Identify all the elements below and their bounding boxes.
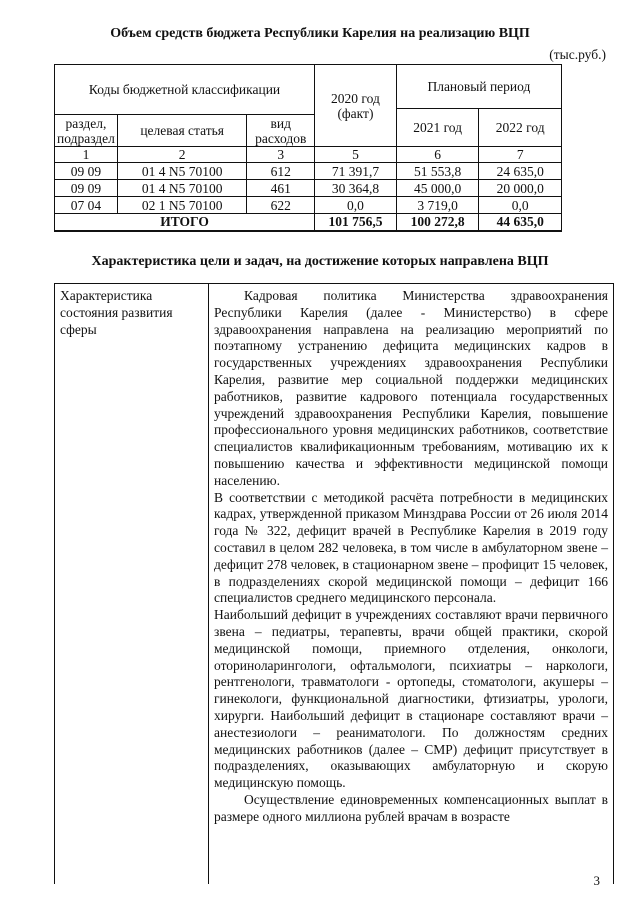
header-fact: 2020 год (факт) bbox=[315, 65, 397, 147]
column-numbers-row bbox=[55, 147, 562, 163]
col-number: 6 bbox=[396, 147, 479, 163]
goals-paragraph: Наибольший дефицит в учреждениях составляют врачи первичного звена – педиатры, терапевты, врачи общей практики, скорой медицинской помощи, приемного отделения, онкологи, оториноларингологи, офтальмологи, психиатры – наркологи, рентгенологи, травматологи - ортопеды, стоматологи, акушеры – гинекологи, функциональной диагностики, фтизиатры, урологи, хирурги. Наибольший дефицит в стационаре составляют врачи – анестезиологи – реаниматологи. По должностям средних медицинских работников (далее – СМР) дефицит присутствует в подразделениях, оказывающих амбулаторную и скорую медицинскую помощь. bbox=[214, 607, 608, 791]
table-row bbox=[55, 180, 562, 197]
goals-title: Характеристика цели и задач, на достижение которых направлена ВЦП bbox=[91, 254, 549, 269]
cell-2022: 0,0 bbox=[479, 197, 562, 214]
cell-section: 09 09 bbox=[55, 180, 118, 197]
header-codes: Коды бюджетной классификации bbox=[55, 65, 315, 115]
total-2021: 100 272,8 bbox=[396, 214, 479, 231]
header-2022: 2022 год bbox=[479, 109, 562, 147]
cell-2021: 51 553,8 bbox=[396, 163, 479, 180]
header-type: вид расходов bbox=[247, 115, 315, 147]
total-2022: 44 635,0 bbox=[479, 214, 562, 231]
cell-2020: 71 391,7 bbox=[315, 163, 397, 180]
budget-title: Объем средств бюджета Республики Карелия на реализацию ВЦП bbox=[110, 26, 530, 41]
cell-target: 02 1 N5 70100 bbox=[117, 197, 247, 214]
cell-type: 622 bbox=[247, 197, 315, 214]
cell-2022: 24 635,0 bbox=[479, 163, 562, 180]
cell-target: 01 4 N5 70100 bbox=[117, 180, 247, 197]
cell-section: 09 09 bbox=[55, 163, 118, 180]
col-number: 3 bbox=[247, 147, 315, 163]
goals-label: Характеристика состояния развития сферы bbox=[60, 288, 173, 337]
cell-target: 01 4 N5 70100 bbox=[117, 163, 247, 180]
col-number: 2 bbox=[117, 147, 247, 163]
cell-section: 07 04 bbox=[55, 197, 118, 214]
goals-table bbox=[54, 283, 614, 884]
table-row bbox=[55, 197, 562, 214]
cell-2020: 30 364,8 bbox=[315, 180, 397, 197]
cell-type: 461 bbox=[247, 180, 315, 197]
units-label: (тыс.руб.) bbox=[549, 47, 606, 62]
table-row bbox=[55, 163, 562, 180]
cell-2021: 45 000,0 bbox=[396, 180, 479, 197]
total-row bbox=[55, 214, 562, 231]
goals-text bbox=[214, 288, 608, 826]
cell-type: 612 bbox=[247, 163, 315, 180]
header-section: раздел, подраздел bbox=[55, 115, 118, 147]
cell-2021: 3 719,0 bbox=[396, 197, 479, 214]
col-number: 5 bbox=[315, 147, 397, 163]
col-number: 1 bbox=[55, 147, 118, 163]
cell-2022: 20 000,0 bbox=[479, 180, 562, 197]
col-number: 7 bbox=[479, 147, 562, 163]
total-2020: 101 756,5 bbox=[315, 214, 397, 231]
goals-paragraph: Кадровая политика Министерства здравоохранения Республики Карелия (далее - Министерство) в сфере здравоохранения направлена на реализацию мероприятий по поэтапному устранению дефицита медицинских кадров в государственных учреждениях здравоохранения Республики Карелия, развитие мер социальной поддержки медицинских работников, развитие кадрового потенциала государственных учреждений здравоохранения Республики Карелия, повышение профессионального уровня медицинских работников, соответствие специалистов квалификационным требованиям, мотивацию их к повышению качества и эффективности медицинской помощи населению. bbox=[214, 288, 608, 488]
header-target: целевая статья bbox=[117, 115, 247, 147]
column-divider bbox=[208, 284, 209, 884]
goals-paragraph: Осуществление единовременных компенсационных выплат в размере одного миллиона рублей врачам в возрасте bbox=[214, 791, 608, 824]
budget-table bbox=[54, 64, 562, 232]
goals-paragraph: В соответствии с методикой расчёта потребности в медицинских кадрах, утвержденной приказом Минздрава России от 26 июля 2014 года № 322, дефицит врачей в Республике Карелия в 2019 году составил в целом 282 человека, в том числе в амбулаторном звене – дефицит 278 человек, в стационарном звене – профицит 15 человек, в подразделениях скорой медицинской помощи – дефицит 166 специалистов среднего медицинского персонала. bbox=[214, 489, 608, 606]
total-label: ИТОГО bbox=[55, 214, 315, 231]
page-number: 3 bbox=[593, 873, 600, 888]
cell-2020: 0,0 bbox=[315, 197, 397, 214]
header-2021: 2021 год bbox=[396, 109, 479, 147]
header-planned: Плановый период bbox=[396, 65, 561, 109]
